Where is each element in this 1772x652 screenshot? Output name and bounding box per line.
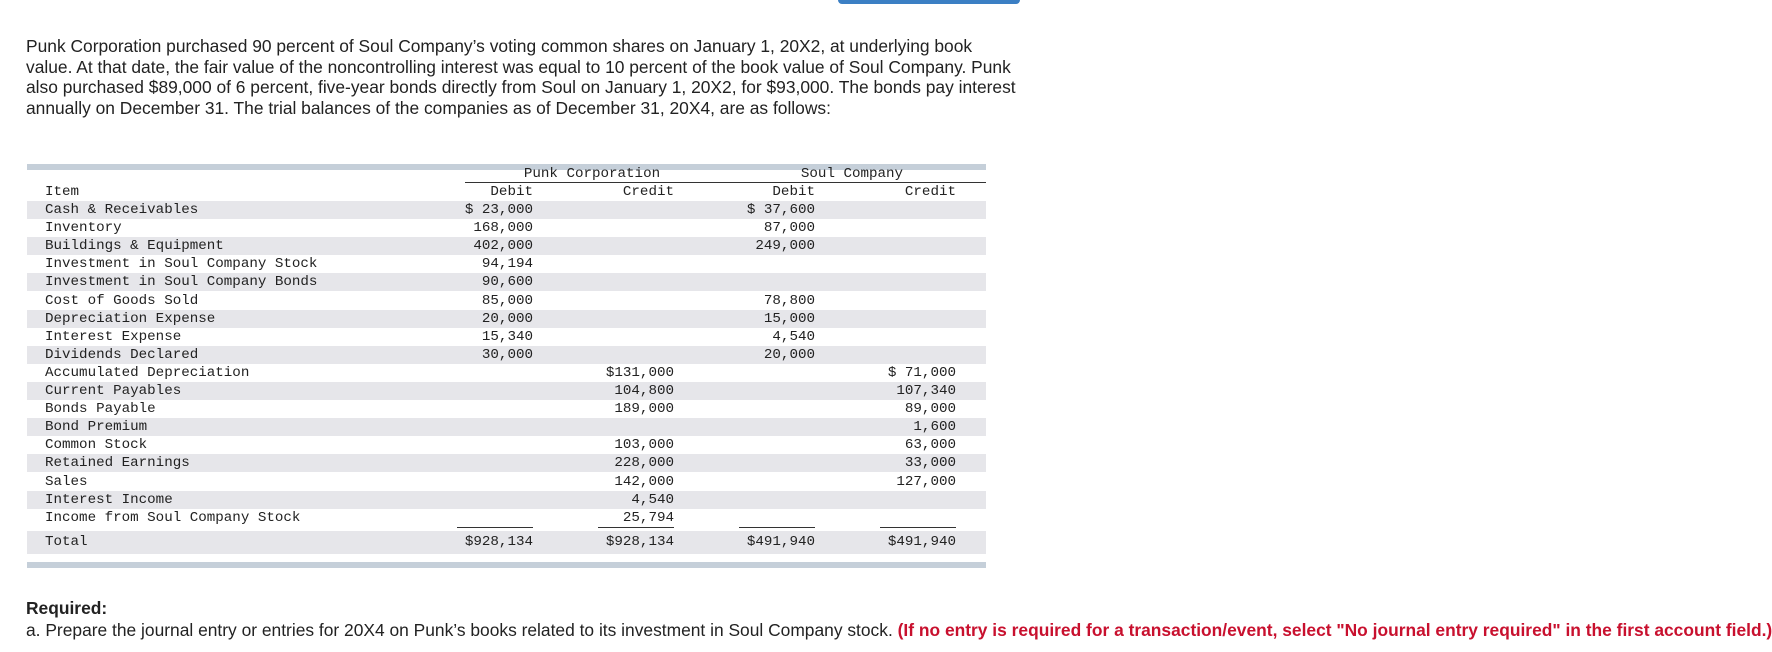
row-item: Depreciation Expense [45,310,216,327]
punk-debit: 168,000 [473,220,533,237]
table-row [27,255,986,273]
punk-credit: $131,000 [605,364,674,381]
punk-credit-total-rule [598,527,674,528]
soul-debit-total-rule [739,527,815,528]
table-row [27,454,986,472]
table-row [27,509,986,527]
punk-debit: 30,000 [481,346,533,363]
table-row [27,364,986,382]
soul-debit-header: Debit [772,184,815,200]
table-row [27,237,986,255]
row-item: Investment in Soul Company Stock [45,256,318,273]
row-item: Dividends Declared [45,346,199,363]
row-item: Retained Earnings [45,455,190,472]
table-row [27,346,986,364]
table-row [27,418,986,436]
punk-credit: 25,794 [622,510,674,526]
part-a-note: (If no entry is required for a transaction/event, select "No journal entry required" in the first account field.) [897,620,1772,640]
soul-credit-total-rule [880,527,956,528]
required-part-a [26,620,1772,641]
row-item: Sales [45,473,88,490]
soul-debit: 15,000 [763,310,815,327]
punk-debit-total-rule [457,527,533,528]
soul-debit: 4,540 [772,328,815,345]
item-header: Item [45,184,80,200]
punk-debit-header: Debit [490,184,533,200]
punk-credit-header: Credit [622,184,674,200]
punk-credit: 189,000 [614,401,674,418]
soul-debit: 249,000 [755,238,815,255]
soul-credit: $ 71,000 [887,364,956,381]
soul-credit-total: $491,940 [887,534,956,550]
row-item: Interest Income [45,491,173,508]
soul-debit: 78,800 [763,292,815,309]
trial-balance-table [27,164,986,572]
punk-debit: 85,000 [481,292,533,309]
punk-credit: 4,540 [631,491,674,508]
soul-credit: 107,340 [896,383,956,399]
soul-debit: 87,000 [763,220,815,237]
soul-credit: 63,000 [904,437,956,454]
punk-debit: 94,194 [481,256,533,273]
punk-credit: 142,000 [614,473,674,490]
soul-credit: 127,000 [896,473,956,490]
total-row [27,531,986,554]
row-item: Current Payables [45,383,182,399]
soul-debit: 20,000 [763,346,815,363]
punk-debit: 90,600 [481,274,533,291]
punk-credit: 103,000 [614,437,674,454]
punk-debit-total: $928,134 [464,534,533,550]
row-item: Accumulated Depreciation [45,364,250,381]
soul-debit-total: $491,940 [746,534,815,550]
problem-statement: Punk Corporation purchased 90 percent of Soul Company’s voting common shares on January 1, 20X2, at underlying book value. At that date, the fair value of the noncontrolling interest was equal to 10 percent of the book value of Soul Company. Punk also purchased $89,000 of 6 percent, five-year bonds directly from Soul on January 1, 20X2, for $93,000. The bonds pay interest annually on December 31. The trial balances of the companies as of December 31, 20X4, are as follows: [26,36,1016,118]
part-a-text: a. Prepare the journal entry or entries for 20X4 on Punk’s books related to its investment in Soul Company stock. [26,620,893,640]
row-item: Cost of Goods Sold [45,292,199,309]
column-header-row [27,183,986,201]
soul-credit: 89,000 [904,401,956,418]
table-row [27,201,986,219]
table-row [27,310,986,328]
total-label: Total [45,534,88,550]
row-item: Cash & Receivables [45,202,199,218]
row-item: Bond Premium [45,419,148,436]
table-row [27,219,986,237]
row-item: Common Stock [45,437,148,454]
punk-credit: 104,800 [614,383,674,399]
top-action-button[interactable] [838,0,1020,4]
punk-debit: 402,000 [473,238,533,255]
table-row [27,273,986,291]
company2-header: Soul Company [800,166,904,182]
row-item: Bonds Payable [45,401,156,418]
row-item: Investment in Soul Company Bonds [45,274,318,291]
row-item: Income from Soul Company Stock [45,510,301,526]
row-item: Inventory [45,220,122,237]
soul-credit-header: Credit [904,184,956,200]
row-item: Buildings & Equipment [45,238,224,255]
table-row [27,400,986,418]
table-row [27,436,986,454]
soul-credit: 1,600 [913,419,956,436]
company1-header: Punk Corporation [523,166,661,182]
table-row [27,328,986,346]
table-row [27,382,986,400]
required-heading: Required: [26,598,108,618]
punk-debit: $ 23,000 [464,202,533,218]
punk-credit: 228,000 [614,455,674,472]
table-row [27,473,986,491]
punk-credit-total: $928,134 [605,534,674,550]
row-item: Interest Expense [45,328,182,345]
soul-credit: 33,000 [904,455,956,472]
soul-debit: $ 37,600 [746,202,815,218]
table-row [27,292,986,310]
table-row [27,491,986,509]
punk-debit: 15,340 [481,328,533,345]
punk-debit: 20,000 [481,310,533,327]
table-bottom-bar [27,562,986,568]
